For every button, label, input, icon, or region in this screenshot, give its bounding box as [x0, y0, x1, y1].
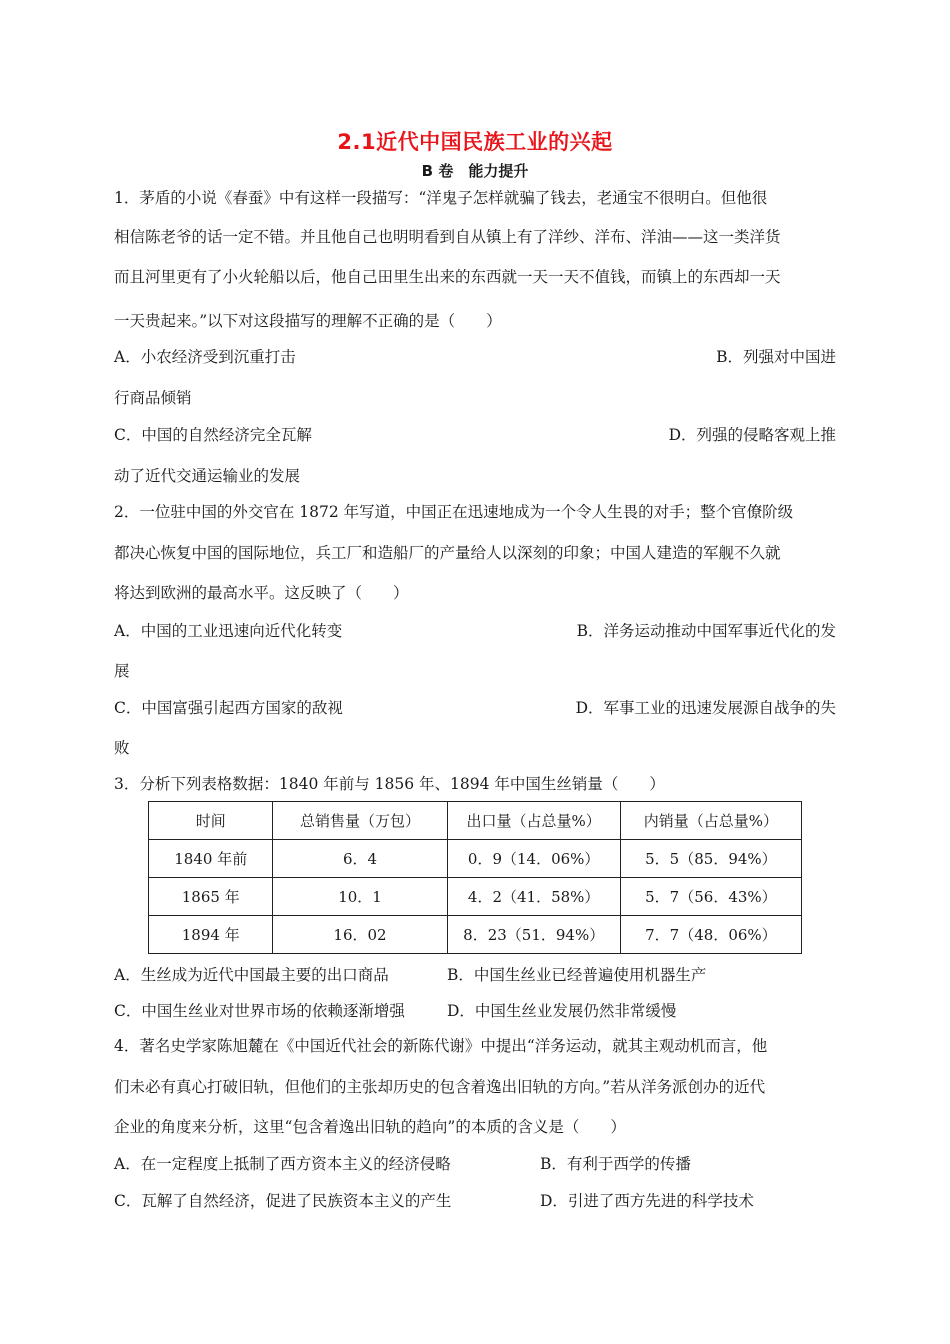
q4-option-c: C．瓦解了自然经济，促进了民族资本主义的产生 — [114, 1192, 452, 1210]
table-header-cell: 内销量（占总量%） — [620, 802, 801, 840]
table-header-cell: 出口量（占总量%） — [447, 802, 620, 840]
q2-option-b-continued: 展 — [114, 662, 130, 680]
q2-option-d-continued: 败 — [114, 739, 130, 757]
q2-option-b: B．洋务运动推动中国军事近代化的发 — [576, 622, 836, 640]
page-subtitle: B 卷 能力提升 — [421, 162, 529, 180]
q4-option-d: D．引进了西方先进的科学技术 — [540, 1192, 754, 1210]
table-header-cell: 总销售量（万包） — [273, 802, 447, 840]
table-cell: 0．9（14．06%） — [447, 840, 620, 878]
q2-stem-line-3: 将达到欧洲的最高水平。这反映了（ ） — [114, 584, 409, 602]
q1-option-b: B．列强对中国进 — [716, 348, 836, 366]
table-cell: 7．7（48．06%） — [620, 916, 801, 954]
page-title: 2.1近代中国民族工业的兴起 — [337, 130, 613, 154]
table-row — [149, 840, 802, 878]
q2-stem-line-1: 2．一位驻中国的外交官在 1872 年写道，中国正在迅速地成为一个令人生畏的对手；整个官僚阶级 — [114, 503, 794, 521]
table-cell: 1865 年 — [149, 878, 273, 916]
table-cell: 5．7（56．43%） — [620, 878, 801, 916]
q3-option-c: C．中国生丝业对世界市场的依赖逐渐增强 — [114, 1002, 405, 1020]
q4-option-a: A．在一定程度上抵制了西方资本主义的经济侵略 — [114, 1155, 451, 1173]
q2-option-d: D．军事工业的迅速发展源自战争的失 — [575, 699, 836, 717]
q2-option-a: A．中国的工业迅速向近代化转变 — [114, 622, 343, 640]
table-cell: 10．1 — [273, 878, 447, 916]
q4-option-b: B．有利于西学的传播 — [540, 1155, 691, 1173]
table-header-row — [149, 802, 802, 840]
q3-option-b: B．中国生丝业已经普遍使用机器生产 — [447, 966, 707, 984]
silk-sales-table — [148, 801, 802, 954]
q1-option-d: D．列强的侵略客观上推 — [668, 426, 836, 444]
q4-stem-line-2: 们未必有真心打破旧轨，但他们的主张却历史的包含着逸出旧轨的方向。”若从洋务派创办的近代 — [114, 1078, 766, 1096]
table-cell: 16．02 — [273, 916, 447, 954]
q2-option-c: C．中国富强引起西方国家的敌视 — [114, 699, 343, 717]
q3-option-d: D．中国生丝业发展仍然非常缓慢 — [447, 1002, 677, 1020]
q1-option-d-continued: 动了近代交通运输业的发展 — [114, 467, 301, 485]
table-cell: 1894 年 — [149, 916, 273, 954]
table-cell: 8．23（51．94%） — [447, 916, 620, 954]
q1-option-a: A．小农经济受到沉重打击 — [114, 348, 296, 366]
q1-stem-line-3: 而且河里更有了小火轮船以后，他自己田里生出来的东西就一天一天不值钱，而镇上的东西却一天 — [114, 268, 781, 286]
table-cell: 4．2（41．58%） — [447, 878, 620, 916]
q3-option-a: A．生丝成为近代中国最主要的出口商品 — [114, 966, 389, 984]
table-row — [149, 878, 802, 916]
q4-stem-line-1: 4．著名史学家陈旭麓在《中国近代社会的新陈代谢》中提出“洋务运动，就其主观动机而言，他 — [114, 1037, 768, 1055]
q1-stem-line-1: 1．茅盾的小说《春蚕》中有这样一段描写：“洋鬼子怎样就骗了钱去，老通宝不很明白。但他很 — [114, 189, 768, 207]
q1-stem-line-2: 相信陈老爷的话一定不错。并且他自己也明明看到自从镇上有了洋纱、洋布、洋油——这一类洋货 — [114, 228, 781, 246]
table-cell: 1840 年前 — [149, 840, 273, 878]
table-row — [149, 916, 802, 954]
table-cell: 6．4 — [273, 840, 447, 878]
q2-stem-line-2: 都决心恢复中国的国际地位，兵工厂和造船厂的产量给人以深刻的印象；中国人建造的军舰不久就 — [114, 544, 781, 562]
q1-option-c: C．中国的自然经济完全瓦解 — [114, 426, 312, 444]
table-cell: 5．5（85．94%） — [620, 840, 801, 878]
q1-stem-line-4: 一天贵起来。”以下对这段描写的理解不正确的是（ ） — [114, 312, 502, 330]
q4-stem-line-3: 企业的角度来分析，这里“包含着逸出旧轨的趋向”的本质的含义是（ ） — [114, 1118, 626, 1136]
q3-stem: 3．分析下列表格数据：1840 年前与 1856 年、1894 年中国生丝销量（ ） — [114, 775, 665, 793]
q1-option-b-continued: 行商品倾销 — [114, 389, 192, 407]
table-header-cell: 时间 — [149, 802, 273, 840]
